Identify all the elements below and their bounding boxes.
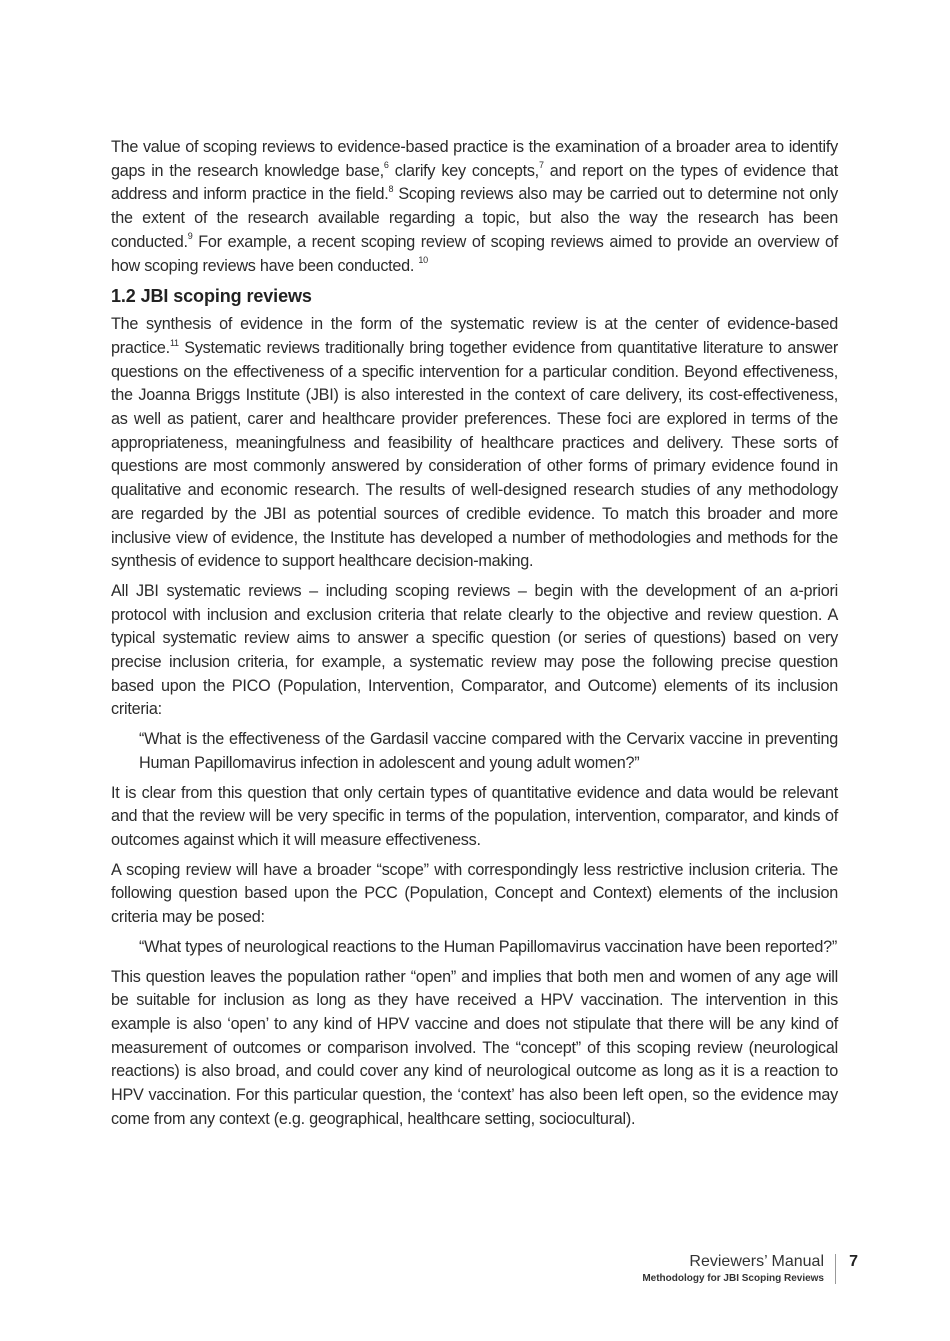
page-footer [560,1252,860,1292]
paragraph-scoping-value: The value of scoping reviews to evidence-based practice is the examination of a broader area to identify gaps in the research knowledge base,$^6$ clarify key concepts,$^7$ and report on the types of evidence that address and inform practice in the field.$^8$ Scoping reviews also may be carried out to determine not only the extent of the research available regarding a topic, but also the way the research has been conducted.$^9$ For example, a recent scoping review of scoping reviews aimed to provide an overview of how scoping reviews have been conducted. $^{10}$ [111,138,838,275]
footer-divider [835,1254,836,1284]
section-heading: 1.2 JBI scoping reviews [111,286,312,307]
paragraph-synthesis: The synthesis of evidence in the form of the systematic review is at the center of evidence-based practice.$^{11}$ Systematic reviews traditionally bring together evidence from quantitative literature to answer questions on the effectiveness of a specific intervention for a particular condition. Beyond effectiveness, the Joanna Briggs Institute (JBI) is also interested in the context of care delivery, its cost-effectiveness, as well as patient, carer and healthcare provider preferences. These foci are explored in terms of the appropriateness, meaningfulness and feasibility of healthcare practices and delivery. These sorts of questions are most commonly answered by consideration of other forms of primary evidence found in qualitative and economic research. The results of well-designed research studies of any methodology are regarded by the JBI as potential sources of credible evidence. To match this broader and more inclusive view of evidence, the Institute has developed a number of methodologies and methods for the synthesis of evidence to support healthcare decision-making. [111,315,838,571]
footer-text [642,1252,824,1286]
footer-title: Reviewers’ Manual [689,1253,824,1270]
paragraph-broader-scope: A scoping review will have a broader “scope” with correspondingly less restrictive inclusion criteria. The following question based upon the PCC (Population, Concept and Context) elements of the inclusion criteria may be posed: [111,860,838,927]
quote-pcc-question: “What types of neurological reactions to the Human Papillomavirus vaccination have been reported?” [139,937,838,956]
paragraph-protocol: All JBI systematic reviews – including scoping reviews – begin with the development of an a-priori protocol with inclusion and exclusion criteria that relate clearly to the objective and review question. A typical systematic review aims to answer a specific question (or series of questions) based on very precise inclusion criteria, for example, a systematic review may pose the following precise question based upon the PICO (Population, Intervention, Comparator, and Outcome) elements of its inclusion criteria: [111,581,838,719]
paragraph-open-population: This question leaves the population rather “open” and implies that both men and women of any age will be suitable for inclusion as long as they have received a HPV vaccination. The intervention in this example is also ‘open’ to any kind of HPV vaccine and does not stipulate that there will be any kind of measurement of outcomes or comparison involved. The “concept” of this scoping review (neurological reactions) is also broad, and could cover any kind of neurological outcome as long as it is a reaction to HPV vaccination. For this particular question, the ‘context’ has also been left open, so the evidence may come from any context (e.g. geographical, healthcare setting, sociocultural). [111,967,838,1128]
footnote-ref: 11 [169,337,179,348]
paragraph-quantitative: It is clear from this question that only certain types of quantitative evidence and data would be relevant and that the review will be very specific in terms of the population, intervention, comparator, and kinds of outcomes against which it will measure effectiveness. [111,783,838,849]
document-body [111,136,838,1137]
quote-pico-question: “What is the effectiveness of the Gardasil vaccine compared with the Cervarix vaccine in preventing Human Papillomavirus infection in adolescent and young adult women?” [139,730,838,772]
footnote-ref: 8 [388,184,394,195]
footnote-ref: 6 [383,160,389,171]
footer-subtitle: Methodology for JBI Scoping Reviews [642,1273,824,1284]
page-number: 7 [849,1253,858,1270]
footnote-ref: 10 [418,255,428,266]
footnote-ref: 9 [187,231,193,242]
footnote-ref: 7 [538,160,544,171]
